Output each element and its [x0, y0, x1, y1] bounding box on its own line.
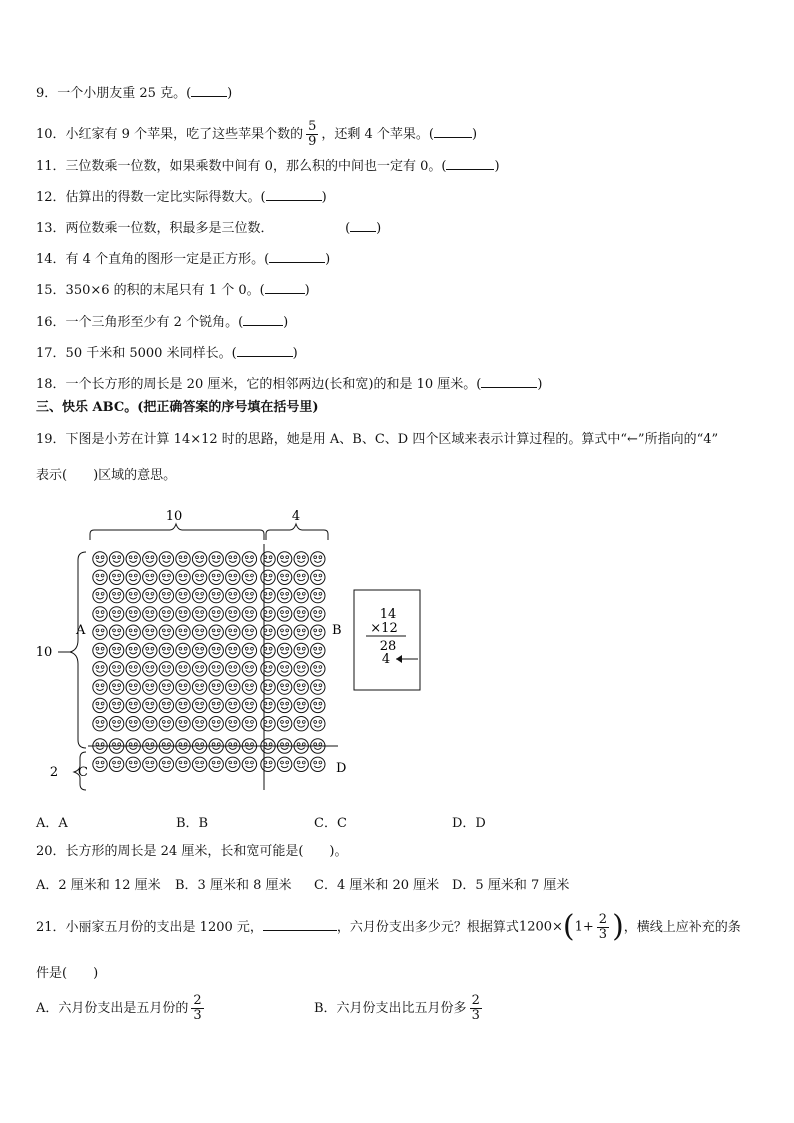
label-top-10: 10	[165, 509, 183, 524]
smiley-face-icon	[261, 625, 275, 639]
smiley-face-icon	[277, 717, 291, 731]
smiley-face-icon	[159, 588, 173, 602]
item-close-paren: )	[471, 127, 478, 142]
smiley-face-icon	[277, 552, 291, 566]
smiley-face-icon	[143, 607, 157, 621]
item-number: 18．	[36, 377, 66, 392]
smiley-face-icon	[226, 643, 240, 657]
smiley-face-icon	[109, 607, 123, 621]
smiley-face-icon	[261, 607, 275, 621]
arrow-icon: ←	[627, 432, 638, 447]
item-number: 13．	[36, 221, 66, 236]
smiley-face-icon	[226, 552, 240, 566]
q19-text-b: ”所指向的“4”	[637, 432, 719, 447]
item-gap	[267, 221, 345, 236]
item-close-paren: )	[292, 346, 298, 361]
smiley-face-icon	[209, 588, 223, 602]
smiley-face-icon	[261, 717, 275, 731]
smiley-face-icon	[176, 625, 190, 639]
smiley-face-icon	[192, 757, 206, 771]
item-number: 17．	[36, 346, 66, 361]
q19-option-c[interactable]: C．C	[314, 816, 347, 831]
smiley-face-icon	[242, 717, 256, 731]
smiley-face-icon	[311, 625, 325, 639]
item-text: 有 4 个直角的图形一定是正方形。(	[65, 252, 270, 267]
smiley-face-icon	[261, 552, 275, 566]
item-text: 两位数乘一位数，积最多是三位数．	[65, 221, 268, 236]
smiley-face-icon	[143, 570, 157, 584]
smiley-face-icon	[93, 552, 107, 566]
smiley-face-icon	[176, 757, 190, 771]
smiley-face-icon	[294, 588, 308, 602]
frac-numerator: 2	[193, 993, 202, 1008]
smiley-face-icon	[93, 662, 107, 676]
item-number: 14．	[36, 252, 66, 267]
smiley-face-icon	[226, 570, 240, 584]
item-text: 一个三角形至少有 2 个锐角。(	[65, 315, 244, 330]
smiley-face-icon	[159, 662, 173, 676]
item-text: 一个小朋友重 25 克。(	[57, 86, 192, 101]
smiley-face-icon	[109, 643, 123, 657]
q19-option-d[interactable]: D．D	[452, 816, 486, 831]
item-number: 15．	[36, 283, 66, 298]
item-text: 350×6 的积的末尾只有 1 个 0。(	[65, 283, 265, 298]
smiley-face-icon	[109, 570, 123, 584]
smiley-face-icon	[192, 625, 206, 639]
q21-option-b-fraction	[470, 994, 482, 1023]
q19-line1	[36, 432, 718, 448]
smiley-face-icon	[109, 698, 123, 712]
smiley-face-icon	[192, 607, 206, 621]
smiley-face-icon	[176, 570, 190, 584]
q20-option-c[interactable]: C．4 厘米和 20 厘米	[314, 878, 440, 893]
item-text-2: ，还剩 4 个苹果。(	[321, 127, 434, 142]
smiley-face-icon	[143, 717, 157, 731]
smiley-face-icon	[192, 588, 206, 602]
smiley-face-icon	[143, 625, 157, 639]
smiley-grid	[93, 552, 325, 772]
smiley-face-icon	[261, 570, 275, 584]
smiley-face-icon	[277, 643, 291, 657]
answer-blank[interactable]	[237, 344, 293, 357]
smiley-face-icon	[209, 570, 223, 584]
smiley-face-icon	[311, 552, 325, 566]
item-close-paren: )	[304, 283, 310, 298]
answer-blank[interactable]	[269, 250, 325, 263]
smiley-face-icon	[93, 625, 107, 639]
smiley-face-icon	[192, 570, 206, 584]
tf-item	[36, 219, 381, 237]
q21-text-b: ，六月份支出多少元？根据算式	[336, 919, 519, 935]
smiley-face-icon	[126, 643, 140, 657]
q19-line2: 表示( )区域的意思。	[36, 468, 177, 483]
answer-blank[interactable]	[266, 188, 322, 201]
smiley-face-icon	[261, 588, 275, 602]
smiley-face-icon	[126, 607, 140, 621]
smiley-face-icon	[109, 717, 123, 731]
smiley-face-icon	[294, 552, 308, 566]
smiley-face-icon	[192, 717, 206, 731]
answer-blank[interactable]	[265, 281, 305, 294]
q21-option-a-text: A．六月份支出是五月份的	[36, 1001, 189, 1016]
smiley-face-icon	[294, 625, 308, 639]
smiley-face-icon	[277, 588, 291, 602]
smiley-face-icon	[176, 588, 190, 602]
q20-option-b[interactable]: B．3 厘米和 8 厘米	[175, 878, 292, 893]
smiley-face-icon	[226, 625, 240, 639]
item-open-paren: (	[345, 221, 351, 236]
smiley-face-icon	[93, 680, 107, 694]
smiley-face-icon	[143, 588, 157, 602]
smiley-face-icon	[277, 607, 291, 621]
smiley-face-icon	[261, 757, 275, 771]
smiley-face-icon	[93, 698, 107, 712]
smiley-face-icon	[93, 757, 107, 771]
label-top-4: 4	[291, 509, 301, 524]
q21-formula: 1200×(1+ $\frac{2}{3}$ )	[518, 909, 624, 944]
smiley-face-icon	[143, 552, 157, 566]
smiley-face-icon	[159, 717, 173, 731]
answer-blank[interactable]	[243, 313, 283, 326]
item-number: 16．	[36, 315, 66, 330]
smiley-face-icon	[143, 662, 157, 676]
smiley-face-icon	[176, 662, 190, 676]
smiley-face-icon	[176, 717, 190, 731]
answer-blank[interactable]	[446, 157, 494, 170]
item-close-paren: )	[376, 221, 382, 236]
smiley-face-icon	[242, 757, 256, 771]
smiley-face-icon	[311, 588, 325, 602]
smiley-face-icon	[242, 588, 256, 602]
smiley-face-icon	[93, 607, 107, 621]
smiley-face-icon	[311, 643, 325, 657]
tf-item	[36, 84, 232, 102]
smiley-face-icon	[311, 698, 325, 712]
smiley-face-icon	[126, 698, 140, 712]
smiley-face-icon	[159, 643, 173, 657]
q21-option-a[interactable]	[36, 994, 207, 1024]
smiley-face-icon	[159, 552, 173, 566]
frac-denominator: 3	[471, 1008, 480, 1023]
smiley-face-icon	[311, 757, 325, 771]
smiley-face-icon	[93, 717, 107, 731]
label-side-10: 10	[35, 645, 53, 660]
answer-blank[interactable]	[191, 84, 227, 97]
smiley-face-icon	[226, 717, 240, 731]
item-close-paren: )	[227, 86, 233, 101]
smiley-face-icon	[226, 588, 240, 602]
item-text: 估算出的得数一定比实际得数大。(	[65, 190, 266, 205]
smiley-face-icon	[311, 680, 325, 694]
smiley-face-icon	[109, 757, 123, 771]
calc-line-1: 14	[379, 607, 397, 622]
smiley-face-icon	[126, 717, 140, 731]
q21-option-b-text: B．六月份支出比五月份多	[314, 1001, 467, 1016]
smiley-face-icon	[209, 698, 223, 712]
tf-item	[36, 120, 477, 149]
item-text: 一个长方形的周长是 20 厘米，它的相邻两边(长和宽)的和是 10 厘米。(	[65, 377, 482, 392]
smiley-face-icon	[294, 607, 308, 621]
tf-item	[36, 313, 288, 331]
formula-one: 1+	[574, 919, 594, 935]
smiley-face-icon	[242, 680, 256, 694]
smiley-face-icon	[277, 680, 291, 694]
region-b: B	[332, 623, 342, 638]
answer-blank[interactable]	[434, 125, 472, 138]
calc-line-4: 4	[381, 652, 391, 667]
smiley-face-icon	[242, 607, 256, 621]
smiley-face-icon	[126, 570, 140, 584]
smiley-face-icon	[294, 680, 308, 694]
q21-text-a: 21．小丽家五月份的支出是 1200 元，	[36, 919, 263, 935]
smiley-face-icon	[226, 698, 240, 712]
calc-line-2: ×12	[370, 621, 398, 636]
smiley-face-icon	[143, 680, 157, 694]
smiley-face-icon	[192, 680, 206, 694]
tf-item	[36, 375, 542, 393]
q21-option-a-fraction	[191, 994, 203, 1023]
smiley-face-icon	[294, 662, 308, 676]
smiley-face-icon	[192, 643, 206, 657]
smiley-face-icon	[226, 757, 240, 771]
smiley-face-icon	[277, 757, 291, 771]
smiley-face-icon	[159, 680, 173, 694]
section-title: 三、快乐 ABC。(把正确答案的序号填在括号里)	[36, 400, 319, 415]
smiley-face-icon	[93, 643, 107, 657]
region-c: C	[78, 765, 88, 780]
item-number: 12．	[36, 190, 66, 205]
item-number: 9．	[36, 86, 58, 101]
frac-denominator: 9	[308, 134, 317, 149]
tf-item	[36, 188, 327, 206]
smiley-face-icon	[159, 757, 173, 771]
q21-option-b[interactable]	[314, 994, 485, 1024]
smiley-face-icon	[109, 588, 123, 602]
tf-item	[36, 250, 330, 268]
smiley-face-icon	[109, 680, 123, 694]
smiley-face-icon	[143, 757, 157, 771]
item-number: 11．	[36, 159, 66, 174]
smiley-face-icon	[226, 662, 240, 676]
smiley-face-icon	[126, 680, 140, 694]
item-number: 10．	[36, 127, 66, 142]
smiley-face-icon	[242, 643, 256, 657]
smiley-face-icon	[93, 570, 107, 584]
smiley-face-icon	[209, 662, 223, 676]
smiley-face-icon	[209, 643, 223, 657]
smiley-face-icon	[192, 662, 206, 676]
smiley-face-icon	[176, 698, 190, 712]
smiley-face-icon	[226, 607, 240, 621]
q19-text: 19．下图是小芳在计算 14×12 时的思路，她是用 A、B、C、D 四个区域来表示计算过程的。算式中“	[36, 432, 628, 447]
smiley-face-icon	[294, 570, 308, 584]
smiley-face-icon	[159, 607, 173, 621]
q21-blank[interactable]	[263, 918, 337, 931]
smiley-face-icon	[109, 625, 123, 639]
formula-number: 1200×	[518, 919, 563, 935]
smiley-face-icon	[159, 570, 173, 584]
smiley-face-icon	[277, 662, 291, 676]
smiley-face-icon	[126, 552, 140, 566]
item-close-paren: )	[321, 190, 327, 205]
q19-figure	[30, 500, 430, 800]
q19-option-b[interactable]: B．B	[176, 816, 209, 831]
smiley-face-icon	[277, 570, 291, 584]
item-close-paren: )	[537, 377, 543, 392]
smiley-face-icon	[277, 625, 291, 639]
smiley-face-icon	[226, 680, 240, 694]
frac-numerator: 2	[598, 911, 608, 927]
smiley-face-icon	[261, 662, 275, 676]
frac-numerator: 2	[471, 993, 480, 1008]
smiley-face-icon	[261, 698, 275, 712]
frac-denominator: 3	[598, 926, 608, 942]
item-close-paren: )	[283, 315, 289, 330]
smiley-face-icon	[311, 717, 325, 731]
smiley-face-icon	[277, 698, 291, 712]
q20-option-d[interactable]: D．5 厘米和 7 厘米	[452, 878, 570, 893]
smiley-face-icon	[126, 625, 140, 639]
smiley-face-icon	[126, 588, 140, 602]
smiley-face-icon	[176, 643, 190, 657]
answer-blank[interactable]	[481, 375, 537, 388]
tf-item	[36, 344, 298, 362]
q19-option-a[interactable]: A．A	[36, 816, 68, 831]
smiley-face-icon	[242, 625, 256, 639]
frac-denominator: 3	[193, 1008, 202, 1023]
smiley-face-icon	[159, 625, 173, 639]
calc-line-3: 28	[379, 639, 397, 654]
item-close-paren: )	[494, 159, 500, 174]
smiley-face-icon	[294, 643, 308, 657]
formula-fraction	[597, 913, 609, 942]
item-text: 50 千米和 5000 米同样长。(	[65, 346, 237, 361]
smiley-face-icon	[93, 588, 107, 602]
q21-line2: 件是( )	[36, 966, 99, 981]
q21-line1	[36, 909, 741, 944]
smiley-face-icon	[192, 552, 206, 566]
smiley-face-icon	[209, 757, 223, 771]
frac-numerator: 5	[308, 119, 317, 134]
smiley-face-icon	[242, 552, 256, 566]
tf-item	[36, 281, 310, 299]
region-a: A	[76, 623, 86, 638]
smiley-face-icon	[242, 570, 256, 584]
smiley-face-icon	[126, 662, 140, 676]
smiley-face-icon	[311, 662, 325, 676]
answer-blank[interactable]	[350, 219, 376, 232]
smiley-face-icon	[294, 757, 308, 771]
smiley-face-icon	[143, 643, 157, 657]
smiley-face-icon	[176, 552, 190, 566]
region-d: D	[336, 761, 347, 776]
smiley-face-icon	[209, 552, 223, 566]
smiley-face-icon	[311, 607, 325, 621]
q21-text-c: ，横线上应补充的条	[623, 919, 741, 935]
smiley-face-icon	[109, 552, 123, 566]
smiley-face-icon	[242, 698, 256, 712]
q20-option-a[interactable]: A．2 厘米和 12 厘米	[36, 878, 161, 893]
smiley-face-icon	[209, 625, 223, 639]
smiley-face-icon	[242, 662, 256, 676]
smiley-face-icon	[126, 757, 140, 771]
item-fraction	[306, 120, 318, 149]
label-side-2: 2	[49, 765, 59, 780]
smiley-face-icon	[109, 662, 123, 676]
smiley-face-icon	[311, 570, 325, 584]
smiley-face-icon	[261, 680, 275, 694]
item-text: 三位数乘一位数，如果乘数中间有 0，那么积的中间也一定有 0。(	[65, 159, 447, 174]
smiley-face-icon	[143, 698, 157, 712]
smiley-face-icon	[209, 717, 223, 731]
item-text: 小红家有 9 个苹果，吃了这些苹果个数的	[65, 127, 304, 142]
smiley-face-icon	[294, 698, 308, 712]
tf-item	[36, 157, 500, 175]
smiley-face-icon	[261, 643, 275, 657]
smiley-face-icon	[209, 607, 223, 621]
smiley-face-icon	[209, 680, 223, 694]
q20-text: 20．长方形的周长是 24 厘米，长和宽可能是( )。	[36, 844, 348, 859]
smiley-face-icon	[192, 698, 206, 712]
smiley-face-icon	[159, 698, 173, 712]
smiley-face-icon	[176, 607, 190, 621]
item-close-paren: )	[325, 252, 331, 267]
smiley-face-icon	[176, 680, 190, 694]
smiley-face-icon	[294, 717, 308, 731]
